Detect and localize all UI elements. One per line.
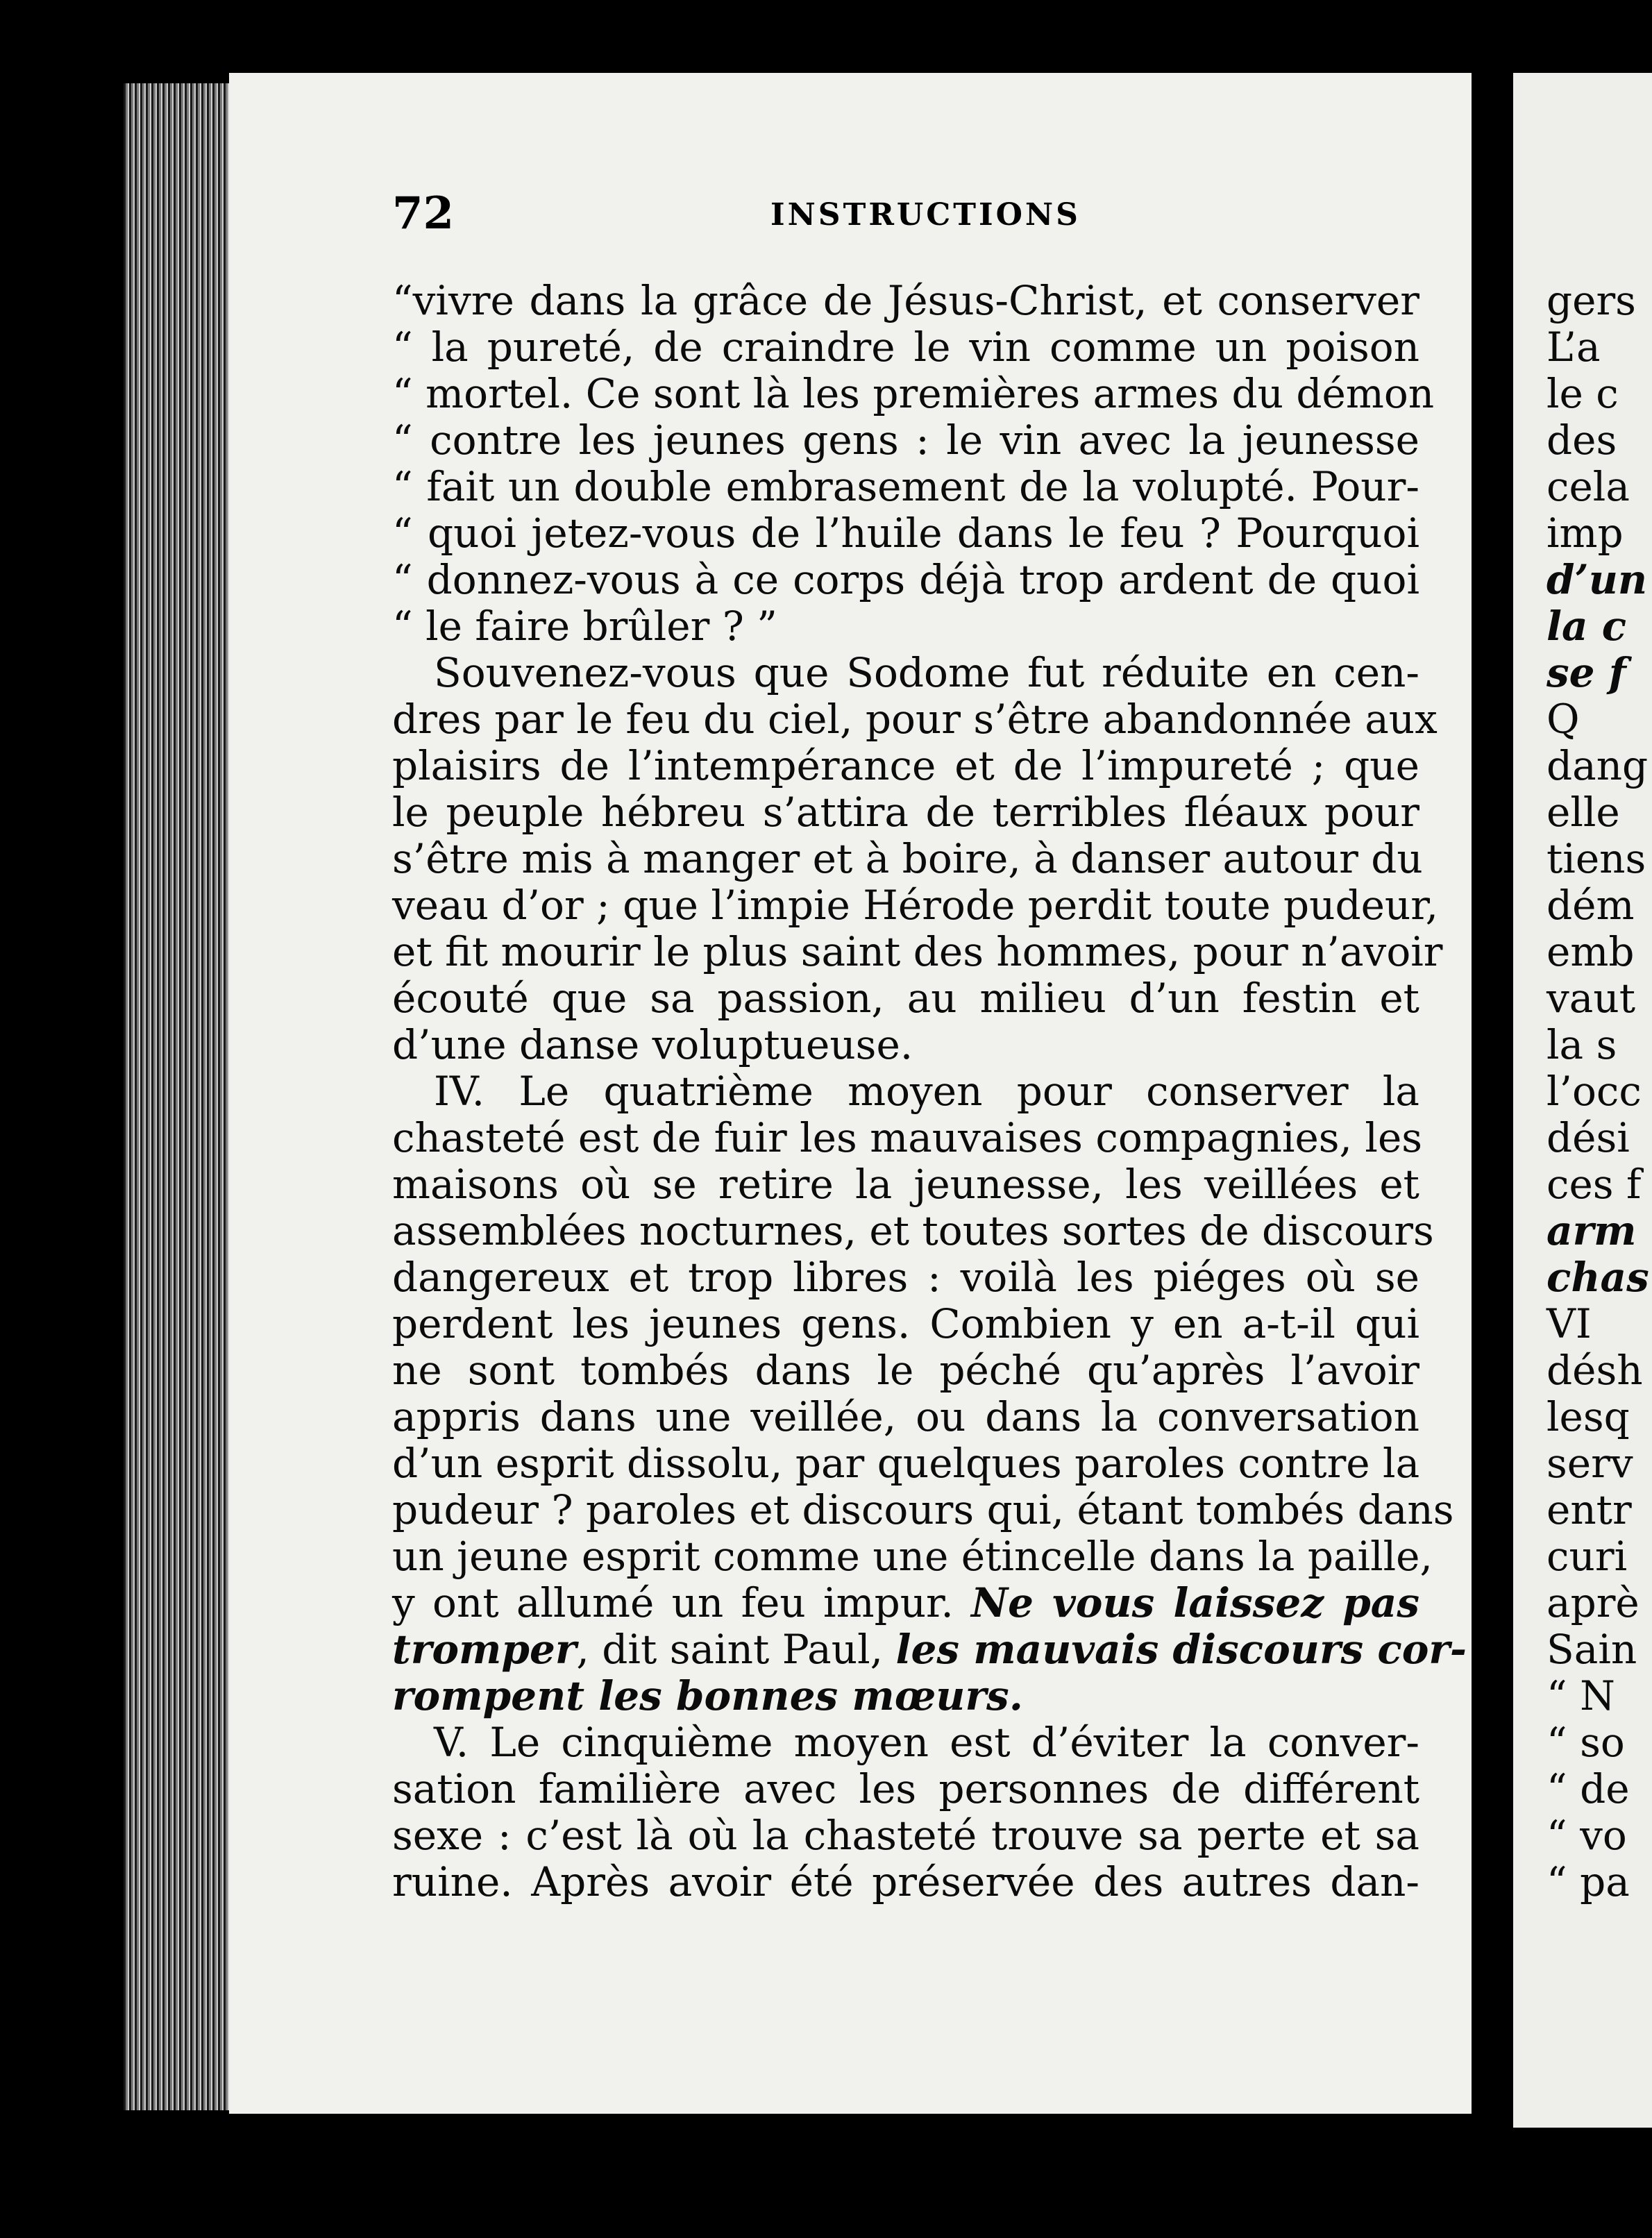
text-line xyxy=(392,1301,1419,1347)
facing-page-fragment: imp xyxy=(1546,510,1624,557)
facing-page-fragment: L’a xyxy=(1546,323,1601,371)
line-text: V. Le cinquième moyen est d’éviter la conver- xyxy=(434,1719,1419,1766)
running-head: INSTRUCTIONS xyxy=(770,197,1081,233)
facing-page-fragment: aprè xyxy=(1546,1579,1640,1626)
text-line xyxy=(392,1719,1419,1766)
body-text xyxy=(392,277,1467,1905)
line-text: “ donnez-vous à ce corps déjà trop ardent de quoi xyxy=(392,556,1419,603)
line-text: ne sont tombés dans le péché qu’après l’avoir xyxy=(392,1347,1419,1394)
facing-page-fragment: serv xyxy=(1546,1440,1633,1487)
line-text: sation familière avec les personnes de différent xyxy=(392,1765,1419,1812)
line-text: le peuple hébreu s’attira de terribles fléaux pour xyxy=(392,789,1419,836)
facing-page-fragment: “ de xyxy=(1546,1765,1630,1812)
facing-page-fragment: entr xyxy=(1546,1486,1632,1533)
facing-page-fragment: ces f xyxy=(1546,1161,1642,1208)
line-text: chasteté est de fuir les mauvaises compagnies, les xyxy=(392,1114,1423,1161)
line-text: s’être mis à manger et à boire, à danser autour du xyxy=(392,835,1423,882)
facing-page-fragment: “ pa xyxy=(1546,1858,1630,1905)
line-text: Souvenez-vous que Sodome fut réduite en cen- xyxy=(434,649,1419,696)
text-line xyxy=(392,1766,1419,1812)
text-line xyxy=(392,1440,1419,1487)
text-line xyxy=(392,1580,1419,1626)
facing-page-fragment: le c xyxy=(1546,370,1619,417)
text-line xyxy=(392,743,1419,789)
line-text: y ont allumé un feu impur. xyxy=(392,1579,954,1626)
line-italic-text: Ne vous laissez pas xyxy=(971,1579,1419,1626)
text-line xyxy=(392,464,1419,510)
facing-page-fragment: vaut xyxy=(1546,975,1636,1022)
line-text: appris dans une veillée, ou dans la conversation xyxy=(392,1393,1419,1440)
line-text: , dit saint Paul, xyxy=(576,1626,884,1673)
line-text: d’un esprit dissolu, par quelques paroles contre la xyxy=(392,1440,1420,1487)
facing-page-fragment: dési xyxy=(1546,1114,1630,1161)
line-text: écouté que sa passion, au milieu d’un festin et xyxy=(392,975,1419,1022)
line-text: dangereux et trop libres : voilà les piéges où se xyxy=(392,1254,1419,1301)
text-line xyxy=(392,650,1419,696)
text-line xyxy=(392,1394,1419,1440)
text-line xyxy=(392,417,1419,464)
text-line xyxy=(392,1161,1419,1208)
facing-page-fragment: se f xyxy=(1546,649,1626,696)
line-text: un jeune esprit comme une étincelle dans la paille, xyxy=(392,1533,1433,1580)
facing-page-fragment: gers xyxy=(1546,277,1636,324)
text-line xyxy=(392,557,1419,603)
line-text: perdent les jeunes gens. Combien y en a-t-il qui xyxy=(392,1300,1419,1347)
text-line xyxy=(392,882,1439,929)
facing-page-fragment: “ N xyxy=(1546,1672,1615,1719)
text-line xyxy=(392,835,1423,882)
facing-page-fragment: Sain xyxy=(1546,1626,1637,1673)
text-line xyxy=(392,1068,1419,1115)
line-text: et fit mourir le plus saint des hommes, pour n’avoir xyxy=(392,928,1443,975)
facing-page-fragment: VI xyxy=(1546,1300,1592,1347)
facing-page-fragment: dang xyxy=(1546,742,1649,789)
facing-page-fragment: curi xyxy=(1546,1533,1628,1580)
text-line xyxy=(392,928,1443,975)
text-line xyxy=(392,975,1419,1022)
line-text: maisons où se retire la jeunesse, les veillées et xyxy=(392,1161,1419,1208)
facing-page-fragment: Q xyxy=(1546,696,1580,743)
text-line xyxy=(392,696,1438,743)
text-line xyxy=(392,603,1419,650)
line-text: “ le faire brûler ? ” xyxy=(392,603,777,650)
page-header xyxy=(392,187,1419,250)
line-text: veau d’or ; que l’impie Hérode perdit toute pudeur, xyxy=(392,882,1439,929)
line-text: ruine. Après avoir été préservée des autres dan- xyxy=(392,1858,1419,1905)
page-number: 72 xyxy=(392,187,455,239)
line-text: dres par le feu du ciel, pour s’être abandonnée aux xyxy=(392,696,1438,743)
line-text: IV. Le quatrième moyen pour conserver la xyxy=(434,1068,1419,1115)
text-line xyxy=(392,789,1419,836)
text-line xyxy=(392,278,1419,324)
facing-page-fragment: lesq xyxy=(1546,1393,1630,1440)
text-line xyxy=(392,1673,1419,1719)
facing-page-fragment: tiens xyxy=(1546,835,1646,882)
facing-page-fragment: des xyxy=(1546,417,1617,464)
line-text: d’une danse voluptueuse. xyxy=(392,1021,913,1068)
facing-page-text xyxy=(1546,277,1649,1905)
text-line xyxy=(392,370,1435,417)
facing-page-fragment: “ so xyxy=(1546,1719,1625,1766)
text-line xyxy=(392,1859,1419,1905)
line-text: plaisirs de l’intempérance et de l’impureté ; que xyxy=(392,742,1419,789)
text-line xyxy=(392,1207,1434,1254)
facing-page-fragment: d’un xyxy=(1546,556,1648,603)
text-line xyxy=(392,1022,1419,1068)
text-line xyxy=(392,324,1419,371)
text-line xyxy=(392,1254,1419,1301)
facing-page-fragment: chas xyxy=(1546,1254,1649,1301)
line-italic-text: tromper xyxy=(392,1626,577,1673)
facing-page-fragment: emb xyxy=(1546,928,1635,975)
book-page-edges xyxy=(124,83,242,2110)
facing-page-fragment: elle xyxy=(1546,789,1620,836)
text-line xyxy=(392,1626,1467,1673)
line-text: pudeur ? paroles et discours qui, étant tombés dans xyxy=(392,1486,1454,1533)
line-text: “ la pureté, de craindre le vin comme un poison xyxy=(392,323,1419,371)
facing-page-fragment: “ vo xyxy=(1546,1812,1627,1859)
facing-page-fragment: cela xyxy=(1546,463,1630,510)
line-text: “ fait un double embrasement de la volupté. Pour- xyxy=(392,463,1419,510)
line-text: “ contre les jeunes gens : le vin avec la jeunesse xyxy=(392,417,1419,464)
text-line xyxy=(392,1347,1419,1394)
facing-page-fragment: la s xyxy=(1546,1021,1617,1068)
facing-page-fragment: dém xyxy=(1546,882,1635,929)
text-line xyxy=(392,510,1419,557)
line-italic-text: rompent les bonnes mœurs. xyxy=(392,1672,1023,1719)
facing-page-fragment: désh xyxy=(1546,1347,1643,1394)
text-line xyxy=(392,1812,1419,1859)
line-text: assemblées nocturnes, et toutes sortes de discours xyxy=(392,1207,1434,1254)
facing-page-fragment: arm xyxy=(1546,1207,1637,1254)
text-line xyxy=(392,1114,1423,1161)
line-italic-text: les mauvais discours cor- xyxy=(895,1626,1467,1673)
text-line xyxy=(392,1533,1433,1580)
line-text: sexe : c’est là où la chasteté trouve sa perte et sa xyxy=(392,1812,1419,1859)
line-text: “ quoi jetez-vous de l’huile dans le feu ? Pourquoi xyxy=(392,510,1419,557)
line-text: “ mortel. Ce sont là les premières armes du démon xyxy=(392,370,1435,417)
facing-page-fragment: l’occ xyxy=(1546,1068,1642,1115)
text-line xyxy=(392,1486,1454,1533)
line-text: “vivre dans la grâce de Jésus-Christ, et conserver xyxy=(392,277,1419,324)
facing-page-fragment: la c xyxy=(1546,603,1627,650)
